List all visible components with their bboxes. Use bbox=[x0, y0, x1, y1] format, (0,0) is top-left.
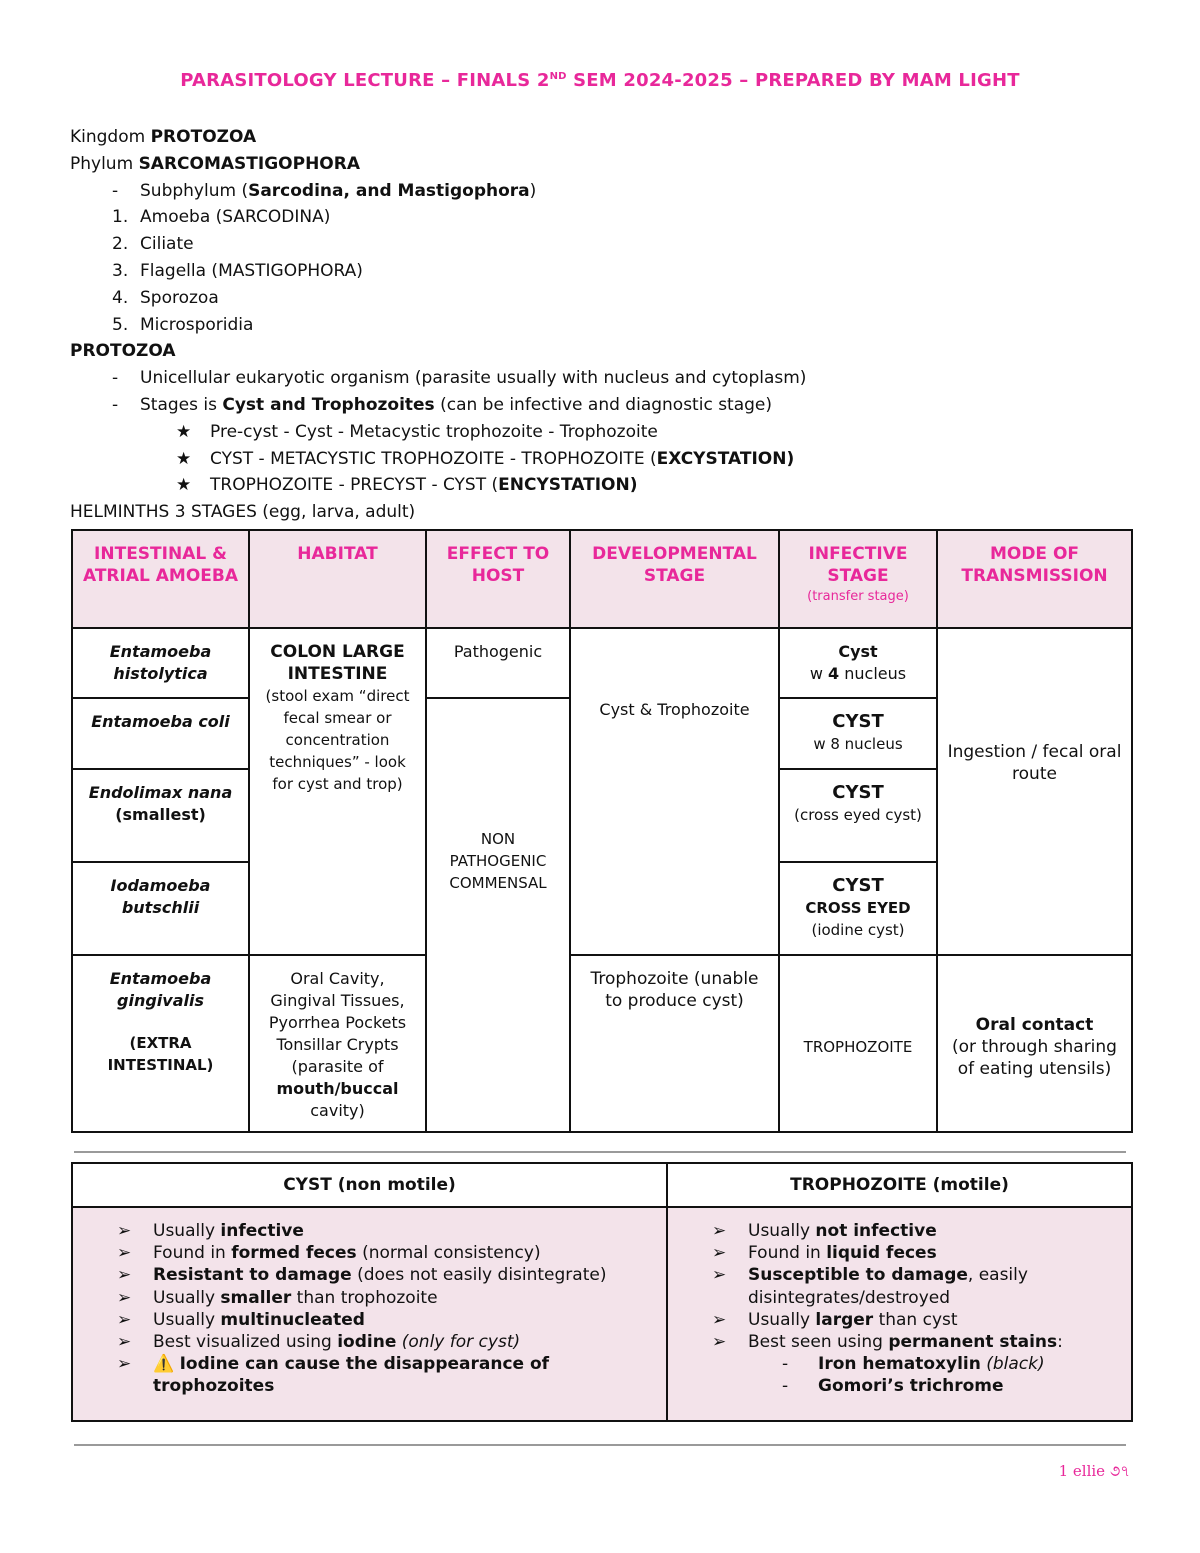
item-bold: not infective bbox=[815, 1221, 937, 1241]
item-bold: ENCYSTATION) bbox=[498, 475, 638, 496]
developmental-troph-cell: Trophozoite (unable to produce cyst) bbox=[570, 955, 779, 1132]
dash-marker: - bbox=[112, 368, 119, 389]
item-text: TROPHOZOITE - PRECYST - CYST ( bbox=[210, 475, 499, 496]
list-item bbox=[117, 1309, 656, 1331]
item-bold: permanent stains bbox=[888, 1332, 1058, 1353]
item-number: 2. bbox=[112, 234, 129, 255]
item-text-end: (does not easily disintegrate) bbox=[351, 1265, 607, 1286]
trophozoite-header bbox=[667, 1163, 1132, 1207]
dash-marker: - bbox=[112, 180, 119, 201]
page-footer: 1 ellie ૭৭ bbox=[1058, 1462, 1130, 1480]
list-item bbox=[117, 1287, 656, 1309]
arrow-icon: ➢ bbox=[117, 1287, 132, 1308]
organism-cell: Entamoeba histolytica bbox=[72, 628, 249, 698]
header-infective bbox=[779, 530, 937, 628]
list-item bbox=[117, 1242, 656, 1264]
infective-cell: TROPHOZOITE bbox=[779, 955, 937, 1132]
item-text: Usually bbox=[748, 1309, 816, 1330]
item-text: Found in bbox=[153, 1243, 232, 1264]
cyst-header-rest: (non motile) bbox=[331, 1175, 456, 1195]
table-row bbox=[72, 955, 1132, 1132]
list-item bbox=[70, 446, 1130, 473]
mode-fecal-cell bbox=[937, 628, 1132, 955]
item-bold: liquid feces bbox=[826, 1243, 937, 1264]
item-text: Stages is bbox=[140, 394, 223, 415]
item-bold: multinucleated bbox=[220, 1309, 365, 1330]
protozoa-heading-text: PROTOZOA bbox=[70, 341, 176, 362]
infective-cell bbox=[779, 698, 937, 769]
item-text-end: (normal consistency) bbox=[356, 1243, 541, 1264]
arrow-icon: ➢ bbox=[117, 1243, 132, 1264]
item-bold: Cyst and Trophozoites bbox=[222, 394, 435, 415]
list-item bbox=[117, 1264, 656, 1286]
arrow-icon: ➢ bbox=[712, 1265, 727, 1286]
phylum-label: Phylum bbox=[70, 153, 139, 174]
item-text: Pre-cyst - Cyst - Metacystic trophozoite - Trophozoite bbox=[210, 421, 658, 442]
infective-sub: (cross eyed cyst) bbox=[794, 806, 922, 824]
item-text: Best seen using bbox=[748, 1332, 889, 1353]
list-item bbox=[712, 1220, 1121, 1242]
table-header-row bbox=[72, 1163, 1132, 1207]
infective-cell bbox=[779, 628, 937, 698]
organism-italic: Endolimax nana bbox=[88, 783, 233, 802]
protozoa-heading bbox=[70, 338, 1130, 365]
item-number: 4. bbox=[112, 287, 129, 308]
subphylum-text: Subphylum ( bbox=[140, 180, 249, 201]
habitat-colon-cell bbox=[249, 628, 426, 955]
divider bbox=[74, 1151, 1126, 1153]
infective-main: CYST bbox=[832, 782, 884, 803]
infective-bold: CROSS EYED bbox=[805, 899, 911, 917]
item-bold: formed feces bbox=[231, 1243, 357, 1264]
mode-oral-text: (or through sharing of eating utensils) bbox=[952, 1036, 1117, 1079]
page-title bbox=[0, 70, 1200, 91]
list-item bbox=[712, 1309, 1121, 1331]
phylum-value: SARCOMASTIGOPHORA bbox=[138, 153, 361, 174]
item-text: Flagella (MASTIGOPHORA) bbox=[140, 260, 363, 281]
item-text-end: (only for cyst) bbox=[396, 1332, 521, 1353]
item-text-end: (black) bbox=[980, 1354, 1045, 1375]
arrow-icon: ➢ bbox=[712, 1309, 727, 1330]
organism-cell bbox=[72, 955, 249, 1132]
item-text-end: , easily disintegrates/destroyed bbox=[748, 1265, 1028, 1308]
item-text: Usually bbox=[153, 1287, 221, 1308]
list-item bbox=[712, 1331, 1121, 1353]
list-item bbox=[712, 1264, 1121, 1308]
list-item bbox=[70, 365, 1130, 392]
arrow-icon: ➢ bbox=[712, 1221, 727, 1241]
trophozoite-list bbox=[667, 1207, 1132, 1421]
title-text-end: SEM 2024-2025 – PREPARED BY MAM LIGHT bbox=[566, 70, 1020, 91]
list-item bbox=[70, 472, 1130, 499]
habitat-colon-note: (stool exam “direct fecal smear or concentration techniques” - look for cyst and trop) bbox=[265, 687, 410, 793]
item-text: Usually bbox=[748, 1221, 816, 1241]
arrow-icon: ➢ bbox=[117, 1265, 132, 1286]
infective-sub: w 8 nucleus bbox=[813, 735, 903, 753]
organism-cell: Iodamoeba butschlii bbox=[72, 862, 249, 955]
arrow-icon: ➢ bbox=[117, 1309, 132, 1330]
kingdom-line bbox=[70, 124, 1130, 151]
dash-marker: - bbox=[782, 1376, 789, 1397]
cyst-list bbox=[72, 1207, 667, 1421]
infective-main: CYST bbox=[832, 711, 884, 732]
kingdom-value: PROTOZOA bbox=[150, 127, 257, 147]
header-mode: MODE OF TRANSMISSION bbox=[937, 530, 1132, 628]
header-effect: EFFECT TO HOST bbox=[426, 530, 570, 628]
infective-sub: (iodine cyst) bbox=[811, 921, 905, 939]
item-text: Best visualized using bbox=[153, 1332, 338, 1353]
item-number: 3. bbox=[112, 260, 129, 281]
star-icon: ★ bbox=[176, 421, 192, 442]
item-bold: Resistant to damage bbox=[153, 1265, 352, 1286]
infective-sub: w bbox=[809, 664, 829, 683]
list-item bbox=[70, 258, 1130, 285]
mode-oral-bold: Oral contact bbox=[975, 1014, 1094, 1035]
star-icon: ★ bbox=[176, 475, 192, 496]
organism-note: (smallest) bbox=[115, 805, 206, 824]
list-item bbox=[70, 204, 1130, 231]
item-text-end: (can be infective and diagnostic stage) bbox=[434, 394, 773, 415]
item-text: Microsporidia bbox=[140, 314, 254, 335]
list-item bbox=[70, 312, 1130, 339]
item-bold: smaller bbox=[220, 1287, 292, 1308]
list-item bbox=[70, 285, 1130, 312]
item-text: CYST - METACYSTIC TROPHOZOITE - TROPHOZOITE ( bbox=[210, 448, 657, 469]
star-icon: ★ bbox=[176, 448, 192, 469]
header-habitat: HABITAT bbox=[249, 530, 426, 628]
list-item bbox=[117, 1220, 656, 1242]
stain-item bbox=[712, 1353, 1121, 1375]
troph-header-rest: (motile) bbox=[926, 1175, 1009, 1195]
subphylum-line bbox=[70, 178, 1130, 205]
infective-main: CYST bbox=[832, 875, 884, 896]
organism-note: (EXTRA INTESTINAL) bbox=[107, 1034, 214, 1074]
cyst-header bbox=[72, 1163, 667, 1207]
item-text: Found in bbox=[748, 1243, 827, 1264]
item-text-end: : bbox=[1057, 1332, 1063, 1353]
dash-marker: - bbox=[782, 1354, 789, 1375]
arrow-icon: ➢ bbox=[712, 1243, 727, 1264]
item-bold: iodine bbox=[337, 1332, 397, 1353]
item-number: 5. bbox=[112, 314, 129, 335]
item-text: Ciliate bbox=[140, 234, 194, 255]
item-bold: Iodine can cause the disappearance of trophozoites bbox=[153, 1354, 550, 1397]
effect-nonpathogenic-text: NON PATHOGENIC COMMENSAL bbox=[449, 830, 547, 892]
title-superscript: ND bbox=[549, 71, 567, 82]
header-infective-label: INFECTIVE STAGE bbox=[808, 544, 908, 586]
item-text: Sporozoa bbox=[140, 287, 219, 308]
table-header-row bbox=[72, 530, 1132, 628]
infective-cell bbox=[779, 862, 937, 955]
item-text-end: than cyst bbox=[873, 1309, 958, 1330]
title-text: PARASITOLOGY LECTURE – FINALS 2 bbox=[180, 70, 550, 91]
developmental-text: Cyst & Trophozoite bbox=[599, 700, 750, 719]
header-developmental: DEVELOPMENTAL STAGE bbox=[570, 530, 779, 628]
developmental-cell bbox=[570, 628, 779, 955]
effect-pathogenic-cell: Pathogenic bbox=[426, 628, 570, 698]
effect-nonpathogenic-cell bbox=[426, 698, 570, 1132]
list-item bbox=[70, 392, 1130, 419]
list-item bbox=[117, 1331, 656, 1353]
item-bold: Iron hematoxylin bbox=[818, 1354, 981, 1375]
mode-fecal-text: Ingestion / fecal oral route bbox=[947, 741, 1122, 784]
infective-main: Cyst bbox=[838, 642, 878, 661]
habitat-colon-bold: COLON LARGE INTESTINE bbox=[270, 642, 405, 684]
list-item bbox=[70, 231, 1130, 258]
dash-marker: - bbox=[112, 394, 119, 415]
arrow-icon: ➢ bbox=[117, 1221, 132, 1241]
item-bold: Susceptible to damage bbox=[748, 1265, 968, 1286]
item-bold: larger bbox=[815, 1309, 874, 1330]
item-bold: infective bbox=[220, 1221, 304, 1241]
cyst-header-bold: CYST bbox=[283, 1175, 332, 1195]
warning-icon: ⚠️ bbox=[153, 1354, 180, 1375]
divider bbox=[74, 1444, 1126, 1446]
taxonomy-outline bbox=[70, 124, 1130, 526]
habitat-oral-bold: mouth/buccal bbox=[276, 1079, 399, 1098]
organism-cell: Entamoeba coli bbox=[72, 698, 249, 769]
habitat-oral-end: cavity) bbox=[310, 1101, 365, 1120]
table-row bbox=[72, 628, 1132, 698]
item-bold: EXCYSTATION) bbox=[656, 448, 795, 469]
arrow-icon: ➢ bbox=[117, 1354, 132, 1375]
troph-header-bold: TROPHOZOITE bbox=[790, 1175, 927, 1195]
item-text: Amoeba (SARCODINA) bbox=[140, 207, 331, 228]
phylum-line bbox=[70, 151, 1130, 178]
infective-cell bbox=[779, 769, 937, 862]
amoeba-table bbox=[71, 529, 1133, 1133]
cyst-trophozoite-table bbox=[71, 1162, 1133, 1422]
header-infective-note: (transfer stage) bbox=[807, 589, 909, 604]
stain-item bbox=[712, 1375, 1121, 1397]
subphylum-bold: Sarcodina, and Mastigophora bbox=[248, 180, 530, 201]
item-bold: Gomori’s trichrome bbox=[818, 1376, 1004, 1397]
arrow-icon: ➢ bbox=[712, 1332, 727, 1353]
organism-cell bbox=[72, 769, 249, 862]
header-organism: INTESTINAL & ATRIAL AMOEBA bbox=[72, 530, 249, 628]
item-text: Usually bbox=[153, 1309, 221, 1330]
kingdom-label: Kingdom bbox=[70, 127, 151, 147]
subphylum-close: ) bbox=[529, 180, 537, 201]
arrow-icon: ➢ bbox=[117, 1332, 132, 1353]
item-text: Usually bbox=[153, 1221, 221, 1241]
infective-sub-bold: 4 bbox=[828, 664, 840, 683]
habitat-oral-text: Oral Cavity, Gingival Tissues, Pyorrhea Pockets Tonsillar Crypts (parasite of bbox=[268, 969, 407, 1076]
item-number: 1. bbox=[112, 207, 129, 228]
organism-italic: Entamoeba gingivalis bbox=[109, 969, 212, 1010]
list-item bbox=[117, 1353, 656, 1397]
list-item bbox=[712, 1242, 1121, 1264]
list-item bbox=[70, 419, 1130, 446]
habitat-oral-cell bbox=[249, 955, 426, 1132]
item-text: Unicellular eukaryotic organism (parasite usually with nucleus and cytoplasm) bbox=[140, 368, 807, 389]
infective-sub-end: nucleus bbox=[839, 664, 907, 683]
mode-oral-cell bbox=[937, 955, 1132, 1132]
item-text-end: than trophozoite bbox=[291, 1287, 438, 1308]
table-row bbox=[72, 1207, 1132, 1421]
helminths-line: HELMINTHS 3 STAGES (egg, larva, adult) bbox=[70, 502, 416, 523]
